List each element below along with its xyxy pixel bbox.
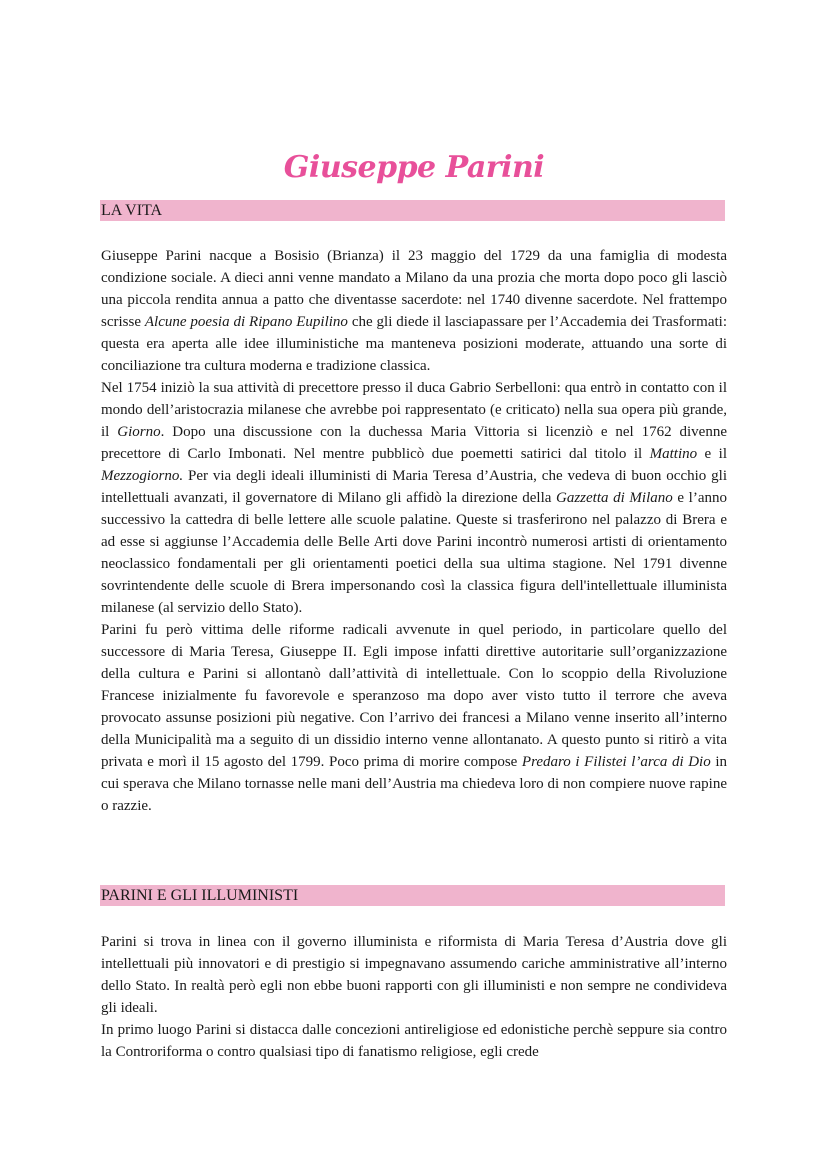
text-run: Parini si trova in linea con il governo illuminista e riformista di Maria Teresa d’Austria dove gli intellettuali più innovatori e di prestigio si impegnavano assumendo cariche amministrative all’interno dello Stato. In realtà però egli non ebbe buoni rapporti con gli illuministi e non sempre ne condivideva gli ideali. — [101, 934, 727, 1016]
paragraph — [101, 931, 727, 1019]
section-body-parini-illuministi — [101, 931, 727, 1063]
text-run: e il — [697, 446, 727, 462]
text-run: in cui sperava che Milano tornasse nelle mani dell’Austria ma chiedeva loro di non compiere nuove rapine o razzie. — [101, 754, 727, 814]
italic-title: Gazzetta di Milano — [556, 490, 673, 506]
text-run: e l’anno successivo la cattedra di belle lettere alle scuole palatine. Queste si trasferirono nel palazzo di Brera e ad esse si aggiunse l’Accademia delle Belle Arti dove Parini incontrò numerosi artisti di orientamento neoclassico fondamentali per gli orientamenti poetici della sua ultima stagione. Nel 1791 divenne sovrintendente delle scuole di Brera impersonando così la classica figura dell'intellettuale illuminista milanese (al servizio dello Stato). — [101, 490, 727, 616]
section-heading-parini-illuministi — [100, 885, 725, 906]
document-title: Giuseppe Parini — [283, 150, 545, 185]
section-heading-text: PARINI E GLI ILLUMINISTI — [101, 887, 299, 904]
section-body-la-vita — [101, 245, 727, 817]
section-heading-text: LA VITA — [101, 202, 163, 219]
text-run: In primo luogo Parini si distacca dalle concezioni antireligiose ed edonistiche perchè seppure sia contro la Controriforma o contro qualsiasi tipo di fanatismo religiose, egli crede — [101, 1022, 727, 1060]
text-run: Nel 1754 iniziò la sua attività di precettore presso il duca Gabrio Serbelloni: qua entrò in contatto con il mondo dell’aristocrazia milanese che avrebbe poi rappresentato (e criticato) nella sua opera più grande, il — [101, 380, 727, 440]
italic-title: Alcune poesia di Ripano Eupilino — [144, 314, 348, 330]
text-run: . Dopo una discussione con la duchessa Maria Vittoria si licenziò e nel 1762 divenne precettore di Carlo Imbonati. Nel mentre pubblicò due poemetti satirici dal titolo il — [101, 424, 728, 462]
paragraph — [101, 1019, 727, 1063]
text-run: Giuseppe Parini nacque a Bosisio (Brianza) il 23 maggio del 1729 da una famiglia di modesta condizione sociale. A dieci anni venne mandato a Milano da una prozia che morta dopo poco gli lasciò una piccola rendita annua a patto che diventasse sacerdote: nel 1740 divenne sacerdote. Nel frattempo scrisse — [101, 248, 727, 330]
paragraph — [101, 377, 727, 619]
section-heading-la-vita — [100, 200, 725, 221]
italic-title: Mezzogiorno. — [101, 468, 184, 484]
paragraph — [101, 619, 727, 817]
text-run: che gli diede il lasciapassare per l’Accademia dei Trasformati: questa era aperta alle idee illuministiche ma manteneva posizioni moderate, attuando una sorte di conciliazione tra cultura moderna e tradizione classica. — [101, 314, 727, 374]
italic-title: Mattino — [649, 446, 698, 462]
text-run: Parini fu però vittima delle riforme radicali avvenute in quel periodo, in particolare quello del successore di Maria Teresa, Giuseppe II. Egli impose infatti direttive autoritarie sull’organizzazione della cultura e Parini si allontanò dall’attività di intellettuale. Con lo scoppio della Rivoluzione Francese inizialmente fu favorevole e speranzoso ma dopo aver visto tutto il terrore che aveva provocato assunse posizioni più negative. Con l’arrivo dei francesi a Milano venne inserito all’interno della Municipalità ma a seguito di un dissidio interno venne allontanato. A questo punto si ritirò a vita privata e morì il 15 agosto del 1799. Poco prima di morire compose — [101, 622, 727, 770]
italic-title: Predaro i Filistei l’arca di Dio — [521, 754, 711, 770]
text-run: Per via degli ideali illuministi di Maria Teresa d’Austria, che vedeva di buon occhio gli intellettuali avanzati, il governatore di Milano gli affidò la direzione della — [101, 468, 727, 506]
italic-title: Giorno — [117, 424, 161, 440]
paragraph — [101, 245, 727, 377]
